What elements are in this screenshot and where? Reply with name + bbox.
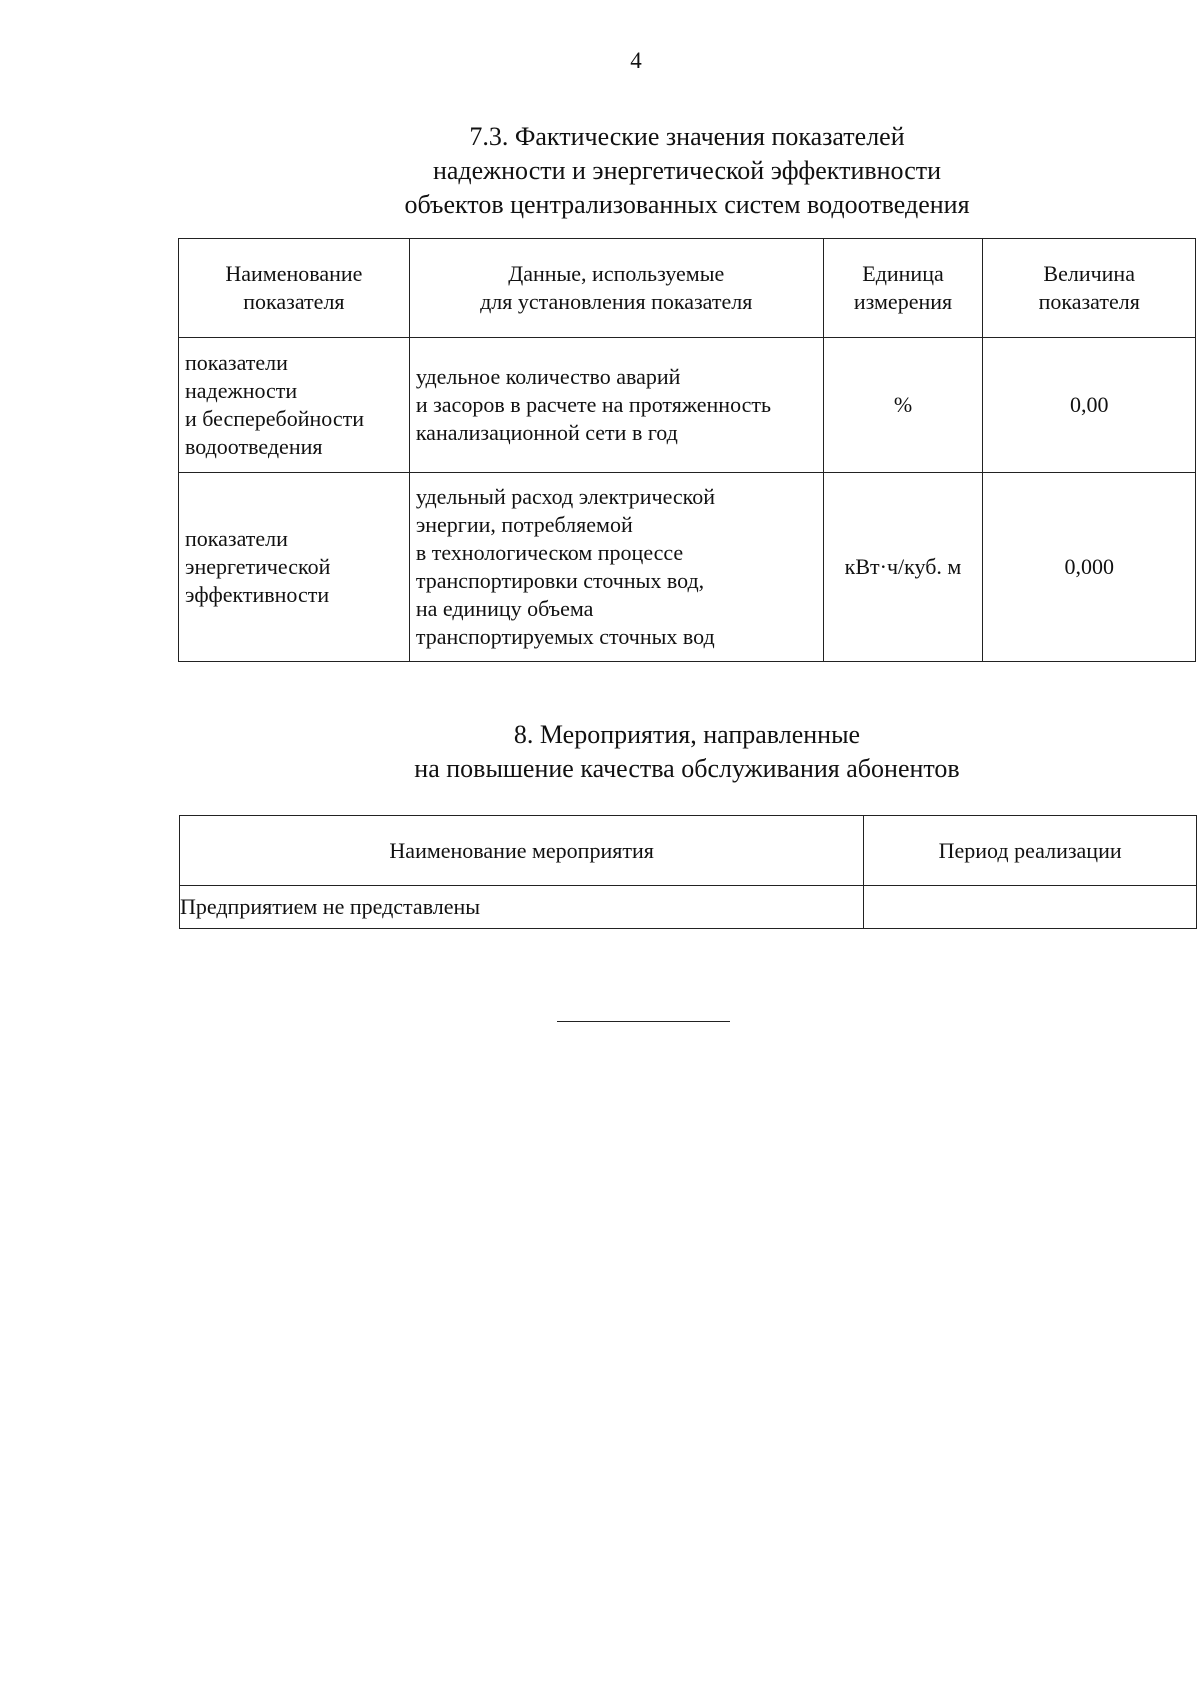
section-7-3-title <box>178 120 1196 222</box>
table-row <box>179 338 1196 473</box>
header-period: Период реализации <box>864 816 1197 886</box>
end-divider <box>557 1021 730 1022</box>
header-data-used: Данные, используемые для установления показателя <box>409 239 823 338</box>
title-line: 7.3. Фактические значения показателей <box>469 122 905 151</box>
indicators-table <box>178 238 1196 662</box>
measure-period-cell <box>864 886 1197 929</box>
title-line: объектов централизованных систем водоотведения <box>404 190 970 219</box>
page-number: 4 <box>630 48 642 73</box>
indicator-value-cell: 0,00 <box>983 338 1196 473</box>
header-indicator-name: Наименование показателя <box>179 239 410 338</box>
measures-table <box>179 815 1197 929</box>
indicator-data-cell: удельный расход электрической энергии, потребляемой в технологическом процессе транспортировки сточных вод, на единицу объема транспортируемых сточных вод <box>409 473 823 662</box>
header-value: Величина показателя <box>983 239 1196 338</box>
table-header-row <box>180 816 1197 886</box>
indicator-name-cell: показатели надежности и бесперебойности водоотведения <box>179 338 410 473</box>
title-line: 8. Мероприятия, направленные <box>513 720 861 749</box>
indicator-unit-cell: % <box>823 338 983 473</box>
table-header-row <box>179 239 1196 338</box>
header-unit: Единица измерения <box>823 239 983 338</box>
indicator-data-cell: удельное количество аварий и засоров в расчете на протяженность канализационной сети в год <box>409 338 823 473</box>
header-measure-name: Наименование мероприятия <box>180 816 864 886</box>
measure-name-cell: Предприятием не представлены <box>180 886 864 929</box>
indicator-value-cell: 0,000 <box>983 473 1196 662</box>
table-row <box>179 473 1196 662</box>
table-row <box>180 886 1197 929</box>
indicator-name-cell: показатели энергетической эффективности <box>179 473 410 662</box>
title-line: надежности и энергетической эффективности <box>432 156 942 185</box>
section-8-title <box>178 718 1196 786</box>
title-line: на повышение качества обслуживания абонентов <box>414 754 960 783</box>
indicator-unit-cell: кВт·ч/куб. м <box>823 473 983 662</box>
